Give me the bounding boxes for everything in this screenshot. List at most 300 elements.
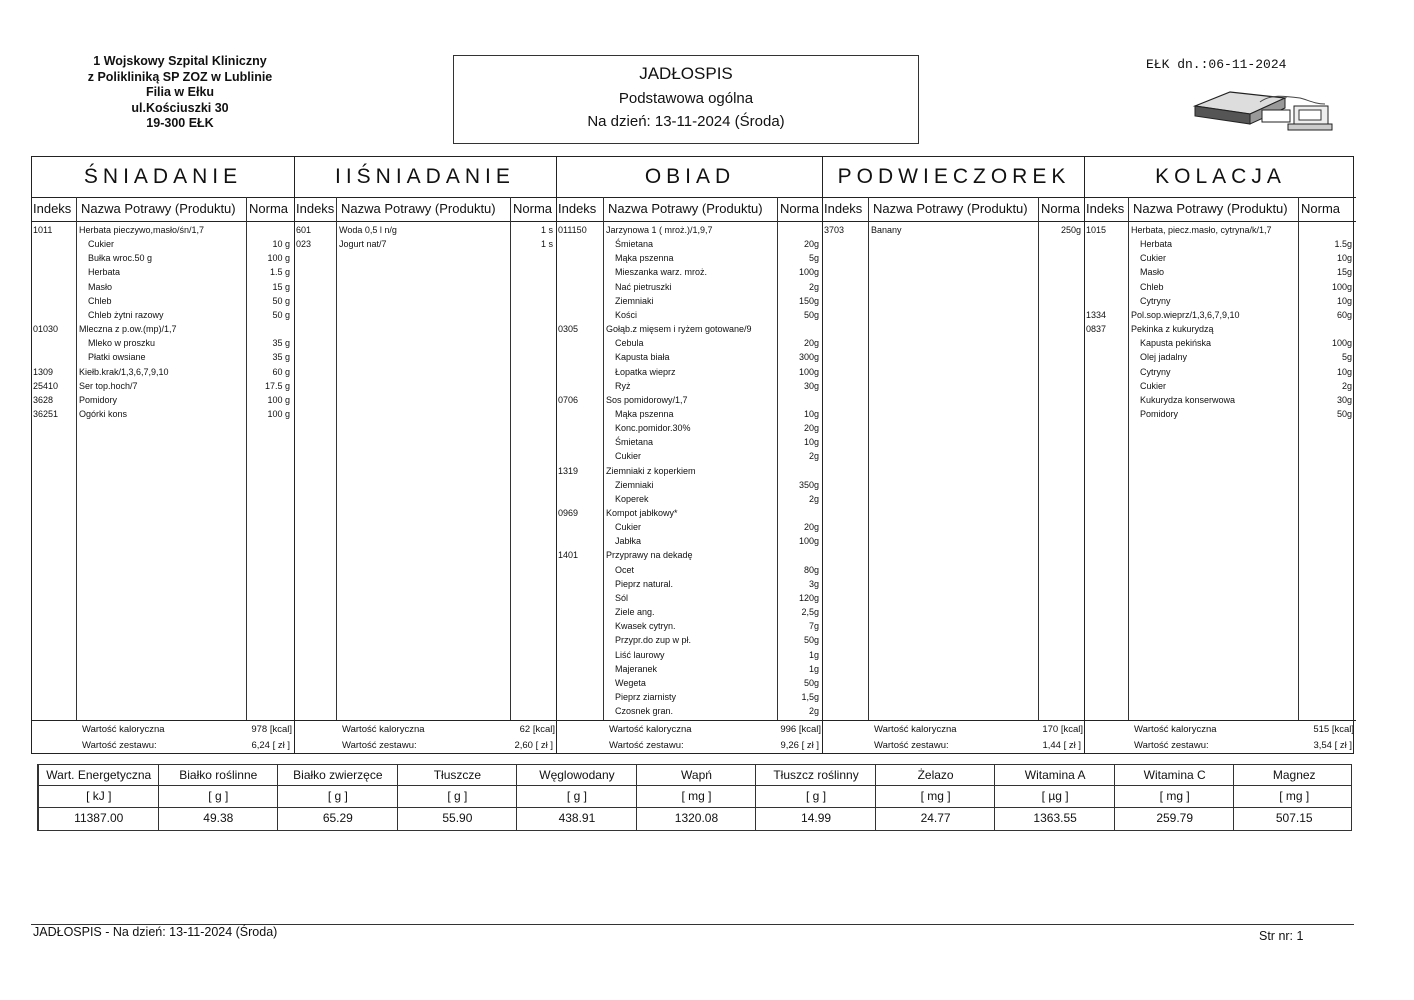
row-norm: 50g: [803, 677, 819, 688]
row-name: Mieszanka warz. mroż.: [615, 267, 708, 278]
table-row: [557, 265, 823, 279]
table-row: [557, 662, 823, 676]
nutrient-name: Tłuszcze: [433, 768, 482, 782]
header-index: Indeks: [1086, 201, 1125, 216]
meal-title: PODWIECZOREK: [823, 157, 1085, 198]
nutrient-value: 1320.08: [674, 811, 719, 825]
kcal-label: Wartość kaloryczna: [342, 724, 425, 735]
page-title: JADŁOSPIS: [639, 64, 733, 83]
table-row: [557, 407, 823, 421]
table-row: [823, 223, 1085, 237]
table-row: [557, 322, 823, 336]
meal-column-ii-sniadanie: [294, 157, 557, 753]
row-name: Mleczna z p.ow.(mp)/1,7: [79, 324, 177, 335]
table-row: [557, 548, 823, 562]
nutrient-value: 65.29: [322, 811, 353, 825]
table-row: [32, 237, 294, 251]
row-norm: 30g: [1336, 394, 1352, 405]
nutrient-name: Witamina A: [1024, 768, 1086, 782]
hospital-line: 1 Wojskowy Szpital Kliniczny: [93, 54, 267, 68]
table-row: [32, 365, 294, 379]
row-norm: 50g: [1336, 408, 1352, 419]
nutrient-value: 24.77: [920, 811, 951, 825]
row-norm: 100 g: [267, 253, 290, 264]
nutrient-value: 259.79: [1156, 811, 1194, 825]
table-row: [1085, 379, 1356, 393]
row-norm: 30g: [803, 380, 819, 391]
table-row: [557, 520, 823, 534]
row-name: Cukier: [1140, 380, 1167, 391]
row-name: Jogurt nat/7: [339, 239, 387, 250]
row-name: Łopatka wieprz: [615, 366, 676, 377]
row-name: Kompot jabłkowy*: [606, 508, 678, 518]
row-norm: 350g: [798, 479, 819, 490]
row-name: Śmietana: [615, 437, 654, 448]
table-row: [557, 534, 823, 548]
row-norm: 100g: [798, 366, 819, 377]
cost-value: 6,24 [ zł ]: [251, 740, 290, 751]
row-norm: 10g: [1336, 295, 1352, 306]
row-norm: 20g: [803, 338, 819, 349]
book-computer-icon: [1190, 84, 1335, 134]
row-norm: 10g: [1336, 253, 1352, 264]
row-name: Kapusta pekińska: [1140, 338, 1212, 349]
table-row: [557, 336, 823, 350]
row-name: Pieprz ziarnisty: [615, 691, 677, 702]
table-row: [557, 577, 823, 591]
table-row: [557, 464, 823, 478]
table-row: [1085, 237, 1356, 251]
cost-label: Wartość zestawu:: [1134, 740, 1209, 751]
row-norm: 50 g: [272, 295, 290, 306]
row-name: Chleb żytni razowy: [88, 309, 164, 320]
row-index: 0305: [558, 324, 579, 335]
row-norm: 35 g: [272, 352, 290, 363]
header-norm: Norma: [513, 201, 553, 216]
nutrient-column: [1233, 765, 1354, 830]
row-name: Cebula: [615, 338, 644, 349]
table-row: [1085, 280, 1356, 294]
row-name: Herbata: [88, 267, 121, 278]
row-norm: 2g: [808, 281, 819, 292]
nutrition-table: [37, 764, 1352, 831]
kcal-value: 170 [kcal]: [1042, 724, 1083, 735]
row-norm: 50g: [803, 635, 819, 646]
hospital-line: Filia w Ełku: [145, 85, 215, 99]
cost-label: Wartość zestawu:: [874, 740, 949, 751]
meal-title: OBIAD: [557, 157, 823, 198]
row-norm: 20g: [803, 423, 819, 434]
nutrient-name: Tłuszcz roślinny: [773, 768, 859, 782]
nutrient-value: 1363.55: [1033, 811, 1077, 825]
cost-label: Wartość zestawu:: [342, 740, 417, 751]
row-name: Masło: [88, 281, 113, 292]
table-row: [32, 393, 294, 407]
header-index: Indeks: [824, 201, 863, 216]
diet-type: Podstawowa ogólna: [618, 90, 754, 107]
table-row: [557, 379, 823, 393]
table-row: [557, 591, 823, 605]
row-index: 1401: [558, 550, 579, 561]
column-headers: [1085, 197, 1356, 222]
kcal-label: Wartość kaloryczna: [609, 724, 692, 735]
meal-column-sniadanie: [32, 157, 294, 753]
nutrient-unit: [ mg ]: [920, 789, 951, 803]
column-divider: [510, 197, 511, 720]
row-norm: 5g: [808, 253, 819, 264]
row-norm: 35 g: [272, 338, 290, 349]
hospital-line: 19-300 EŁK: [146, 116, 214, 130]
column-headers: [32, 197, 294, 222]
table-row: [557, 492, 823, 506]
table-row: [32, 294, 294, 308]
row-norm: 2g: [1341, 380, 1352, 391]
row-norm: 50 g: [272, 309, 290, 320]
row-norm: 2g: [808, 493, 819, 504]
table-row: [557, 365, 823, 379]
row-name: Chleb: [88, 295, 112, 306]
table-row: [557, 619, 823, 633]
table-row: [1085, 251, 1356, 265]
row-name: Kości: [615, 309, 638, 320]
kcal-value: 62 [kcal]: [519, 724, 555, 735]
hospital-line: ul.Kościuszki 30: [131, 100, 229, 115]
nutrient-unit: [ g ]: [208, 789, 229, 803]
table-row: [295, 223, 557, 237]
table-row: [557, 251, 823, 265]
row-name: Pekinka z kukurydzą: [1131, 324, 1214, 335]
nutrient-unit: [ mg ]: [1279, 789, 1310, 803]
row-norm: 15g: [1336, 267, 1352, 278]
row-norm: 15 g: [272, 281, 290, 292]
row-norm: 1 s: [540, 225, 553, 235]
row-name: Olej jadalny: [1140, 352, 1188, 363]
table-row: [557, 280, 823, 294]
row-name: Masło: [1140, 267, 1165, 278]
row-norm: 100g: [798, 267, 819, 278]
row-index: 1309: [33, 366, 54, 377]
kcal-value: 996 [kcal]: [780, 724, 821, 735]
table-row: [32, 336, 294, 350]
row-index: 011150: [558, 225, 587, 235]
row-norm: 1.5g: [1334, 239, 1352, 250]
nutrient-name: Wapń: [681, 768, 712, 782]
nutrient-column: [755, 765, 876, 830]
table-row: [557, 478, 823, 492]
issue-date: EŁK dn.:06-11-2024: [1146, 57, 1287, 72]
row-name: Ogórki kons: [79, 408, 128, 419]
row-name: Sól: [615, 592, 629, 603]
row-index: 0706: [558, 394, 579, 405]
title-box: [453, 55, 919, 144]
row-name: Cukier: [88, 239, 115, 250]
nutrient-unit: [ kJ ]: [86, 789, 112, 803]
row-norm: 5g: [1341, 352, 1352, 363]
table-row: [32, 379, 294, 393]
nutrient-name: Witamina C: [1143, 768, 1206, 782]
row-name: Bułka wroc.50 g: [88, 253, 153, 264]
row-norm: 1,5g: [801, 691, 819, 702]
nutrient-column: [875, 765, 996, 830]
kcal-label: Wartość kaloryczna: [82, 724, 165, 735]
row-name: Cukier: [615, 522, 642, 533]
column-headers: [295, 197, 557, 222]
row-norm: 7g: [808, 621, 819, 632]
table-row: [32, 322, 294, 336]
nutrient-value: 55.90: [442, 811, 473, 825]
row-name: Pomidory: [79, 394, 118, 405]
table-row: [32, 407, 294, 421]
table-row: [557, 435, 823, 449]
row-norm: 1.5 g: [269, 267, 290, 278]
nutrient-name: Białko roślinne: [179, 768, 258, 782]
row-norm: 2g: [808, 451, 819, 462]
nutrient-column: [158, 765, 279, 830]
row-name: Herbata: [1140, 239, 1173, 250]
row-norm: 1g: [808, 649, 819, 660]
table-row: [557, 690, 823, 704]
nutrient-name: Białko zwierzęce: [293, 768, 383, 782]
row-norm: 120g: [798, 592, 819, 603]
header-name: Nazwa Potrawy (Produktu): [81, 201, 236, 216]
meal-column-kolacja: [1084, 157, 1356, 753]
row-norm: 1g: [808, 663, 819, 674]
row-name: Wegeta: [615, 677, 646, 688]
row-index: 601: [296, 225, 312, 235]
cost-value: 2,60 [ zł ]: [514, 740, 553, 751]
table-row: [1085, 350, 1356, 364]
row-norm: 150g: [798, 295, 819, 306]
table-row: [1085, 265, 1356, 279]
column-headers: [557, 197, 823, 222]
table-row: [1085, 294, 1356, 308]
meal-summary: [823, 720, 1085, 755]
row-norm: 100g: [1331, 281, 1352, 292]
row-norm: 50g: [803, 309, 819, 320]
table-row: [1085, 365, 1356, 379]
row-index: 0969: [558, 508, 579, 518]
row-name: Liść laurowy: [615, 649, 665, 660]
row-name: Kapusta biała: [615, 352, 670, 363]
header-name: Nazwa Potrawy (Produktu): [341, 201, 496, 216]
table-row: [1085, 393, 1356, 407]
row-name: Pomidory: [1140, 408, 1179, 419]
row-norm: 250g: [1060, 225, 1081, 235]
row-name: Gołąb.z mięsem i ryżem gotowane/9: [606, 324, 752, 335]
table-row: [557, 237, 823, 251]
row-norm: 10g: [803, 408, 819, 419]
meal-title: IIŚNIADANIE: [295, 157, 557, 198]
menu-table: [31, 156, 1354, 754]
kcal-value: 515 [kcal]: [1313, 724, 1354, 735]
row-name: Śmietana: [615, 239, 654, 250]
row-index: 1319: [558, 465, 579, 476]
nutrient-value: 14.99: [801, 811, 832, 825]
row-name: Czosnek gran.: [615, 706, 674, 717]
row-norm: 1 s: [540, 239, 553, 250]
nutrient-value: 438.91: [558, 811, 596, 825]
meal-summary: [1085, 720, 1356, 755]
row-norm: 100g: [798, 536, 819, 547]
row-norm: 60 g: [272, 366, 290, 377]
table-row: [557, 421, 823, 435]
row-name: Konc.pomidor.30%: [615, 423, 691, 434]
table-row: [557, 393, 823, 407]
header-index: Indeks: [296, 201, 335, 216]
row-name: Majeranek: [615, 663, 658, 674]
cost-value: 3,54 [ zł ]: [1313, 740, 1352, 751]
hospital-address: [60, 54, 300, 132]
nutrient-column: [994, 765, 1115, 830]
row-name: Chleb: [1140, 281, 1164, 292]
column-divider: [336, 197, 337, 720]
row-name: Herbata pieczywo,masło/śn/1,7: [79, 225, 205, 235]
nutrient-unit: [ g ]: [447, 789, 468, 803]
row-name: Ryż: [615, 380, 631, 391]
table-row: [1085, 322, 1356, 336]
nutrient-column: [516, 765, 637, 830]
row-norm: 20g: [803, 522, 819, 533]
row-name: Jabłka: [615, 536, 642, 547]
row-name: Cytryny: [1140, 295, 1171, 306]
row-name: Koperek: [615, 493, 649, 504]
row-norm: 80g: [803, 564, 819, 575]
hospital-line: z Polikliniką SP ZOZ w Lublinie: [87, 69, 273, 84]
row-name: Ziele ang.: [615, 607, 655, 618]
row-name: Przypr.do zup w pł.: [615, 635, 692, 646]
header-index: Indeks: [33, 201, 72, 216]
nutrient-name: Magnez: [1272, 768, 1316, 782]
meal-column-podwieczorek: [822, 157, 1085, 753]
row-name: Nać pietruszki: [615, 281, 672, 292]
row-norm: 10g: [1336, 366, 1352, 377]
row-index: 25410: [33, 380, 59, 391]
meal-summary: [557, 720, 823, 755]
row-norm: 300g: [798, 352, 819, 363]
header-index: Indeks: [558, 201, 597, 216]
row-index: 3703: [824, 225, 845, 235]
row-name: Ziemniaki: [615, 479, 654, 490]
row-norm: 100g: [1331, 338, 1352, 349]
row-name: Pol.sop.wieprz/1,3,6,7,9,10: [1131, 309, 1240, 320]
nutrient-unit: [ g ]: [327, 789, 348, 803]
table-row: [32, 223, 294, 237]
table-row: [557, 350, 823, 364]
row-index: 36251: [33, 408, 59, 419]
row-name: Sos pomidorowy/1,7: [606, 394, 688, 405]
cost-value: 1,44 [ zł ]: [1042, 740, 1081, 751]
row-name: Herbata, piecz.masło, cytryna/k/1,7: [1131, 225, 1272, 235]
column-headers: [823, 197, 1085, 222]
row-name: Kukurydza konserwowa: [1140, 394, 1236, 405]
row-index: 01030: [33, 324, 59, 335]
table-row: [32, 350, 294, 364]
table-row: [32, 251, 294, 265]
nutrient-unit: [ µg ]: [1041, 789, 1069, 803]
header-norm: Norma: [249, 201, 289, 216]
row-index: 1334: [1086, 309, 1107, 320]
row-name: Woda 0,5 l n/g: [339, 225, 397, 235]
nutrient-column: [1114, 765, 1235, 830]
header-name: Nazwa Potrawy (Produktu): [873, 201, 1028, 216]
nutrient-column: [38, 765, 159, 830]
row-norm: 100 g: [267, 394, 290, 405]
kcal-label: Wartość kaloryczna: [1134, 724, 1217, 735]
meal-title: ŚNIADANIE: [32, 157, 294, 198]
column-divider: [868, 197, 869, 720]
table-row: [32, 265, 294, 279]
meal-title: KOLACJA: [1085, 157, 1356, 198]
row-norm: 17.5 g: [264, 380, 290, 391]
row-norm: 10 g: [272, 239, 290, 250]
table-row: [557, 704, 823, 718]
nutrient-name: Wart. Energetyczna: [46, 768, 152, 782]
cost-label: Wartość zestawu:: [609, 740, 684, 751]
footer-title: JADŁOSPIS - Na dzień: 13-11-2024 (Środa): [33, 925, 278, 939]
table-row: [557, 605, 823, 619]
cost-value: 9,26 [ zł ]: [780, 740, 819, 751]
nutrient-value: 11387.00: [74, 811, 124, 825]
meal-summary: [32, 720, 294, 755]
nutrient-value: 49.38: [203, 811, 234, 825]
header-norm: Norma: [780, 201, 820, 216]
nutrient-column: [397, 765, 518, 830]
header-norm: Norma: [1041, 201, 1081, 216]
table-row: [557, 294, 823, 308]
row-name: Mleko w proszku: [88, 338, 156, 349]
table-row: [295, 237, 557, 251]
row-index: 1015: [1086, 225, 1107, 235]
row-norm: 3g: [808, 578, 819, 589]
kcal-value: 978 [kcal]: [251, 724, 292, 735]
row-norm: 2g: [808, 706, 819, 717]
table-row: [557, 563, 823, 577]
row-norm: 100 g: [267, 408, 290, 419]
table-row: [557, 648, 823, 662]
row-name: Ziemniaki: [615, 295, 654, 306]
table-row: [557, 223, 823, 237]
meal-summary: [295, 720, 557, 755]
row-name: Ziemniaki z koperkiem: [606, 465, 696, 476]
row-name: Cukier: [1140, 253, 1167, 264]
nutrient-value: 507.15: [1275, 811, 1313, 825]
nutrient-unit: [ g ]: [806, 789, 827, 803]
row-name: Przyprawy na dekadę: [606, 550, 693, 561]
table-row: [557, 633, 823, 647]
row-name: Płatki owsiane: [88, 352, 146, 363]
nutrient-name: Węglowodany: [539, 768, 615, 782]
header-norm: Norma: [1301, 201, 1341, 216]
table-row: [557, 506, 823, 520]
table-row: [557, 676, 823, 690]
menu-date: Na dzień: 13-11-2024 (Środa): [587, 113, 785, 130]
table-row: [32, 280, 294, 294]
nutrient-unit: [ g ]: [566, 789, 587, 803]
row-name: Ser top.hoch/7: [79, 380, 138, 391]
row-index: 023: [296, 239, 312, 250]
page-number: Str nr: 1: [1259, 929, 1304, 943]
row-name: Pieprz natural.: [615, 578, 674, 589]
table-row: [32, 308, 294, 322]
row-name: Kiełb.krak/1,3,6,7,9,10: [79, 366, 169, 377]
table-row: [1085, 336, 1356, 350]
row-name: Mąka pszenna: [615, 253, 674, 264]
row-norm: 60g: [1336, 309, 1352, 320]
header-name: Nazwa Potrawy (Produktu): [608, 201, 763, 216]
table-row: [1085, 308, 1356, 322]
kcal-label: Wartość kaloryczna: [874, 724, 957, 735]
table-row: [557, 449, 823, 463]
